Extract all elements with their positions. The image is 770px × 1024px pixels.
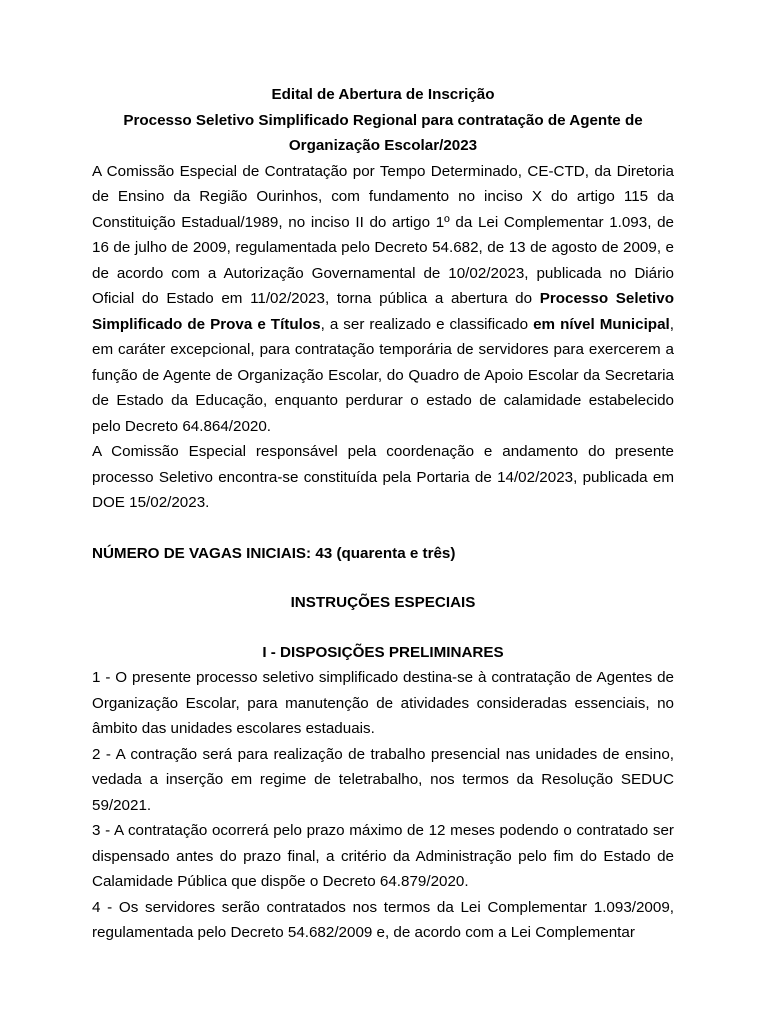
list-item: 3 - A contratação ocorrerá pelo prazo máximo de 12 meses podendo o contratado ser dispensado antes do prazo final, a critério da Administração pelo fim do Estado de Calamidade Pública que dispõe o Decreto 64.879/2020. <box>92 822 674 890</box>
document-content <box>92 82 674 946</box>
special-instructions-heading: INSTRUÇÕES ESPECIAIS <box>290 594 476 611</box>
list-item: 2 - A contração será para realização de trabalho presencial nas unidades de ensino, vedada a inserção em regime de teletrabalho, nos termos da Resolução SEDUC 59/2021. <box>92 745 674 814</box>
intro-text: , a ser realizado e classificado <box>320 315 534 333</box>
commission-paragraph: A Comissão Especial responsável pela coordenação e andamento do presente processo Seletivo encontra-se constituída pela Portaria de 14/02/2023, publicada em DOE 15/02/2023. <box>92 443 674 511</box>
section-title: I - DISPOSIÇÕES PRELIMINARES <box>262 643 504 661</box>
intro-text: , em caráter excepcional, para contratação temporária de servidores para exercerem a função de Agente de Organização Escolar, do Quadro de Apoio Escolar da Secretaria de Estado da Educação, enquanto perdurar o estado de calamidade estabelecido pelo Decreto 64.864/2020. <box>92 315 674 435</box>
title-line: Processo Seletivo Simplificado Regional para contratação de Agente de <box>123 111 643 129</box>
intro-bold-process: Processo Seletivo Simplificado de Prova e Títulos <box>92 290 674 333</box>
title-line: Organização Escolar/2023 <box>288 137 478 154</box>
intro-bold-level: em nível Municipal <box>533 315 670 333</box>
list-item: 1 - O presente processo seletivo simplificado destina-se à contratação de Agentes de Organização Escolar, para manutenção de atividades consideradas essenciais, no âmbito das unidades escolares estaduais. <box>92 669 674 737</box>
list-item: 4 - Os servidores serão contratados nos termos da Lei Complementar 1.093/2009, regulamentada pelo Decreto 54.682/2009 e, de acordo com a Lei Complementar <box>92 898 674 941</box>
vacancies-heading: NÚMERO DE VAGAS INICIAIS: 43 (quarenta e três) <box>92 544 456 562</box>
intro-paragraph <box>92 159 674 440</box>
document-title <box>92 82 674 159</box>
intro-text: A Comissão Especial de Contratação por Tempo Determinado, CE-CTD, da Diretoria de Ensino da Região Ourinhos, com fundamento no inciso X do artigo 115 da Constituição Estadual/1989, no inciso II do artigo 1º da Lei Complementar 1.093, de 16 de julho de 2009, regulamentada pelo Decreto 54.682, de 13 de agosto de 2009, e de acordo com a Autorização Governamental de 10/02/2023, publicada no Diário Oficial do Estado em 11/02/2023, torna pública a abertura do <box>92 162 674 307</box>
title-line: Edital de Abertura de Inscrição <box>271 86 495 103</box>
